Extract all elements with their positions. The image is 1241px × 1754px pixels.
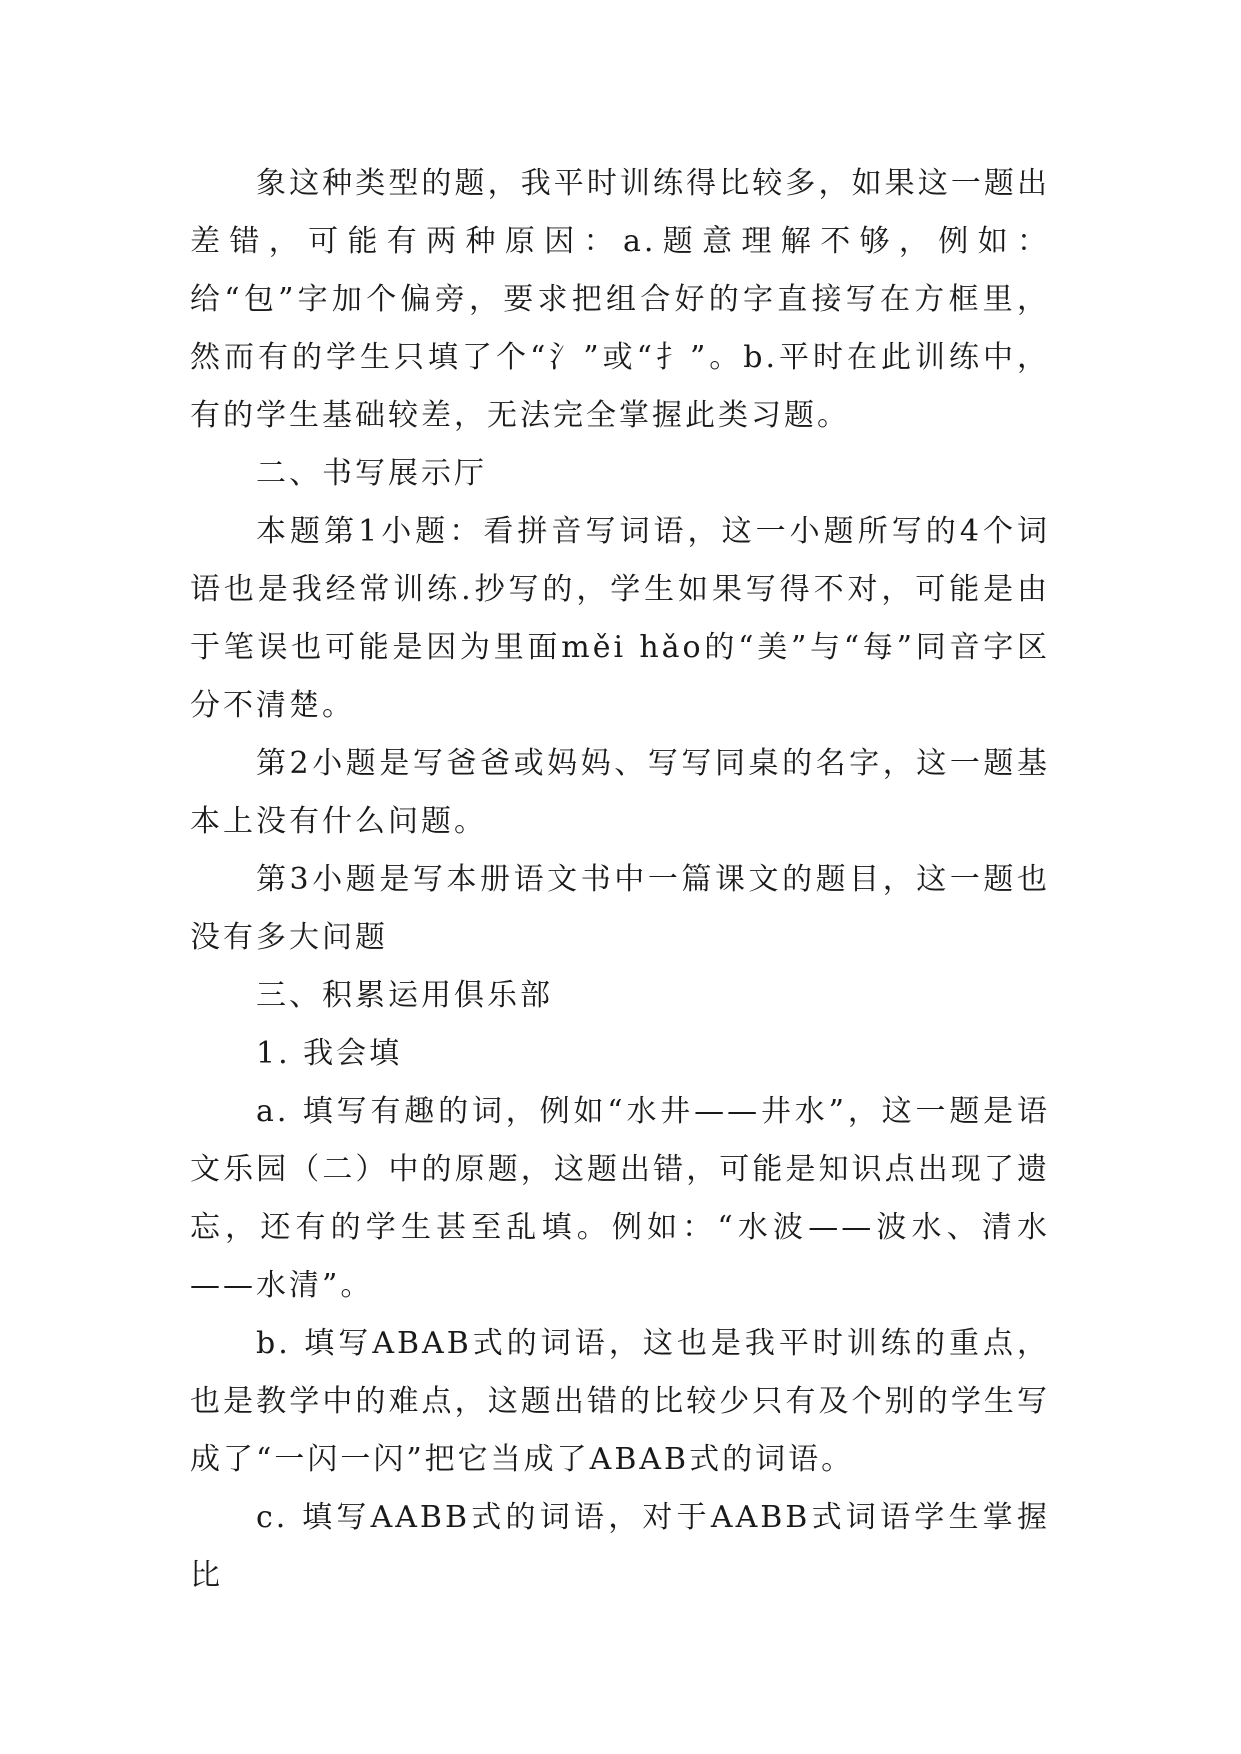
paragraph-question-2: 第2小题是写爸爸或妈妈、写写同桌的名字，这一题基本上没有什么问题。: [190, 746, 1050, 839]
subsection-heading-fill-in: 1. 我会填: [256, 1036, 403, 1071]
paragraph-question-3: 第3小题是写本册语文书中一篇课文的题目，这一题也没有多大问题: [190, 862, 1050, 955]
section-heading-accumulation-club: 三、积累运用俱乐部: [256, 978, 553, 1013]
section-heading-writing-hall: 二、书写展示厅: [256, 456, 487, 491]
paragraph-item-a: a. 填写有趣的词，例如“水井——井水”，这一题是语文乐园（二）中的原题，这题出错，可能是知识点出现了遗忘，还有的学生甚至乱填。例如：“水波——波水、清水——水清”。: [190, 1094, 1050, 1303]
document-body: [190, 155, 1050, 1605]
paragraph-item-b: b. 填写ABAB式的词语，这也是我平时训练的重点，也是教学中的难点，这题出错的比较少只有及个别的学生写成了“一闪一闪”把它当成了ABAB式的词语。: [190, 1326, 1050, 1477]
paragraph-item-c: c. 填写AABB式的词语，对于AABB式词语学生掌握比: [190, 1500, 1050, 1593]
paragraph-question-1: 本题第1小题：看拼音写词语，这一小题所写的4个词语也是我经常训练.抄写的，学生如果写得不对，可能是由于笔误也可能是因为里面měi hǎo的“美”与“每”同音字区分不清楚。: [190, 514, 1050, 723]
paragraph-error-causes: 象这种类型的题，我平时训练得比较多，如果这一题出差错，可能有两种原因：a.题意理解不够，例如：给“包”字加个偏旁，要求把组合好的字直接写在方框里，然而有的学生只填了个“氵”或“扌”。b.平时在此训练中，有的学生基础较差，无法完全掌握此类习题。: [190, 166, 1050, 433]
